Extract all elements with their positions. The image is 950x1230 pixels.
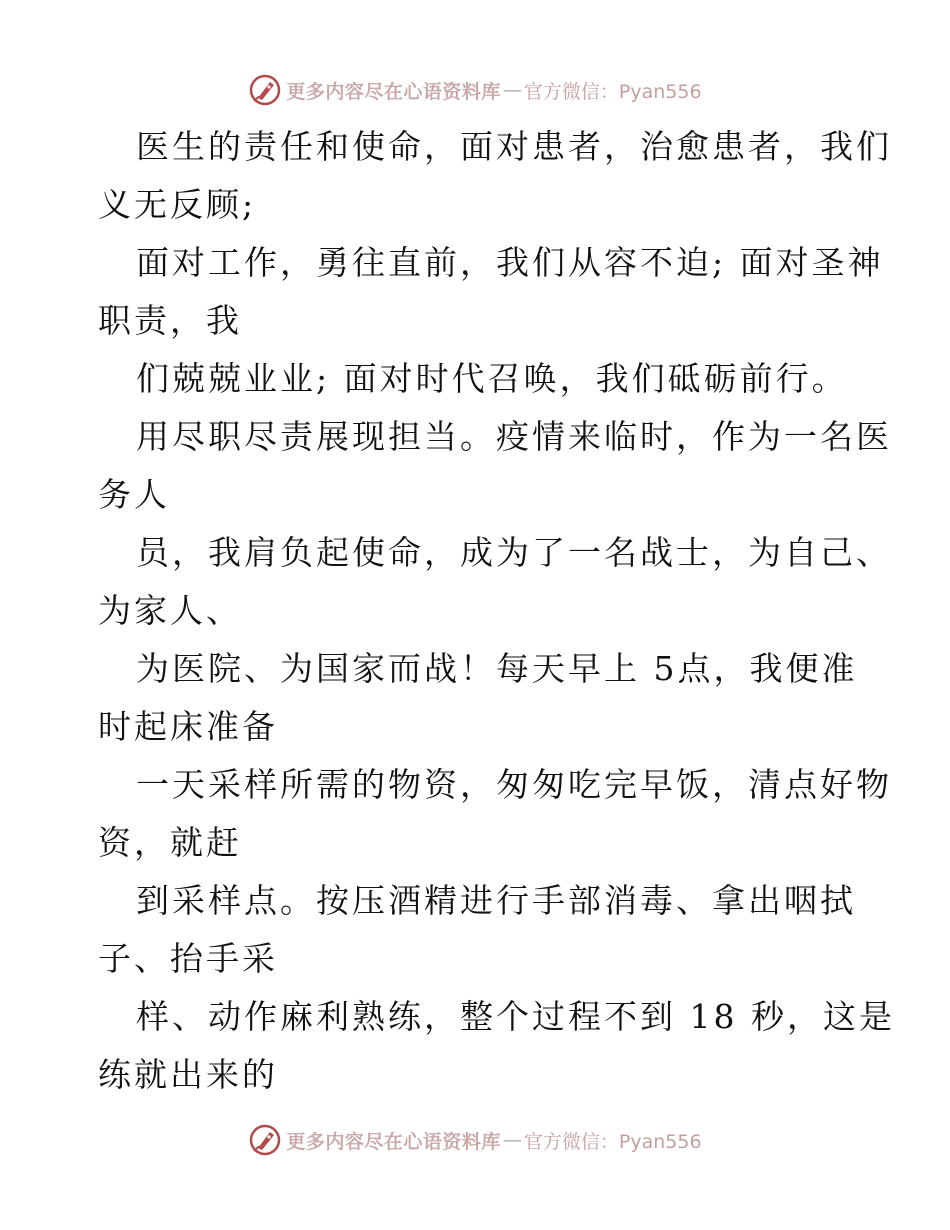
header-watermark: [0, 70, 950, 110]
text-line: 医生的责任和使命，面对患者，治愈患者，我们: [136, 127, 892, 166]
watermark-wechat-text: 官方微信：Pyan556: [523, 1130, 702, 1153]
watermark-site-text: 更多内容尽在心语资料库: [286, 80, 501, 103]
pen-nib-logo-icon: [248, 73, 282, 107]
text-line: 面对工作，勇往直前，我们从容不迫; 面对圣神: [136, 243, 884, 282]
text-line: 职责，我: [98, 301, 242, 340]
text-line: 员，我肩负起使命，成为了一名战士，为自己、: [136, 533, 892, 572]
document-body: [98, 118, 895, 1104]
text-line: 到采样点。按压酒精进行手部消毒、拿出咽拭: [136, 881, 856, 920]
footer-watermark: [0, 1120, 950, 1160]
text-line: 务人: [98, 475, 170, 514]
pen-nib-logo-icon: [248, 1123, 282, 1157]
text-line: 们兢兢业业; 面对时代召唤，我们砥砺前行。: [136, 359, 848, 398]
text-line: 为家人、: [98, 591, 242, 630]
text-line: 一天采样所需的物资，匆匆吃完早饭，清点好物: [136, 765, 892, 804]
watermark-site-text: 更多内容尽在心语资料库: [286, 1130, 501, 1153]
text-line: 资，就赶: [98, 823, 242, 862]
text-line: 义无反顾;: [98, 185, 257, 224]
text-line: 用尽职尽责展现担当。疫情来临时，作为一名医: [136, 417, 892, 456]
text-line: 样、动作麻利熟练，整个过程不到 18 秒，这是: [136, 997, 895, 1036]
watermark-dash: —: [502, 79, 522, 101]
watermark-dash: —: [502, 1129, 522, 1151]
text-line: 子、抬手采: [98, 939, 278, 978]
watermark-wechat-text: 官方微信：Pyan556: [523, 80, 702, 103]
text-line: 为医院、为国家而战！每天早上 5点，我便准: [136, 649, 858, 688]
text-line: 时起床准备: [98, 707, 278, 746]
text-line: 练就出来的: [98, 1055, 278, 1094]
